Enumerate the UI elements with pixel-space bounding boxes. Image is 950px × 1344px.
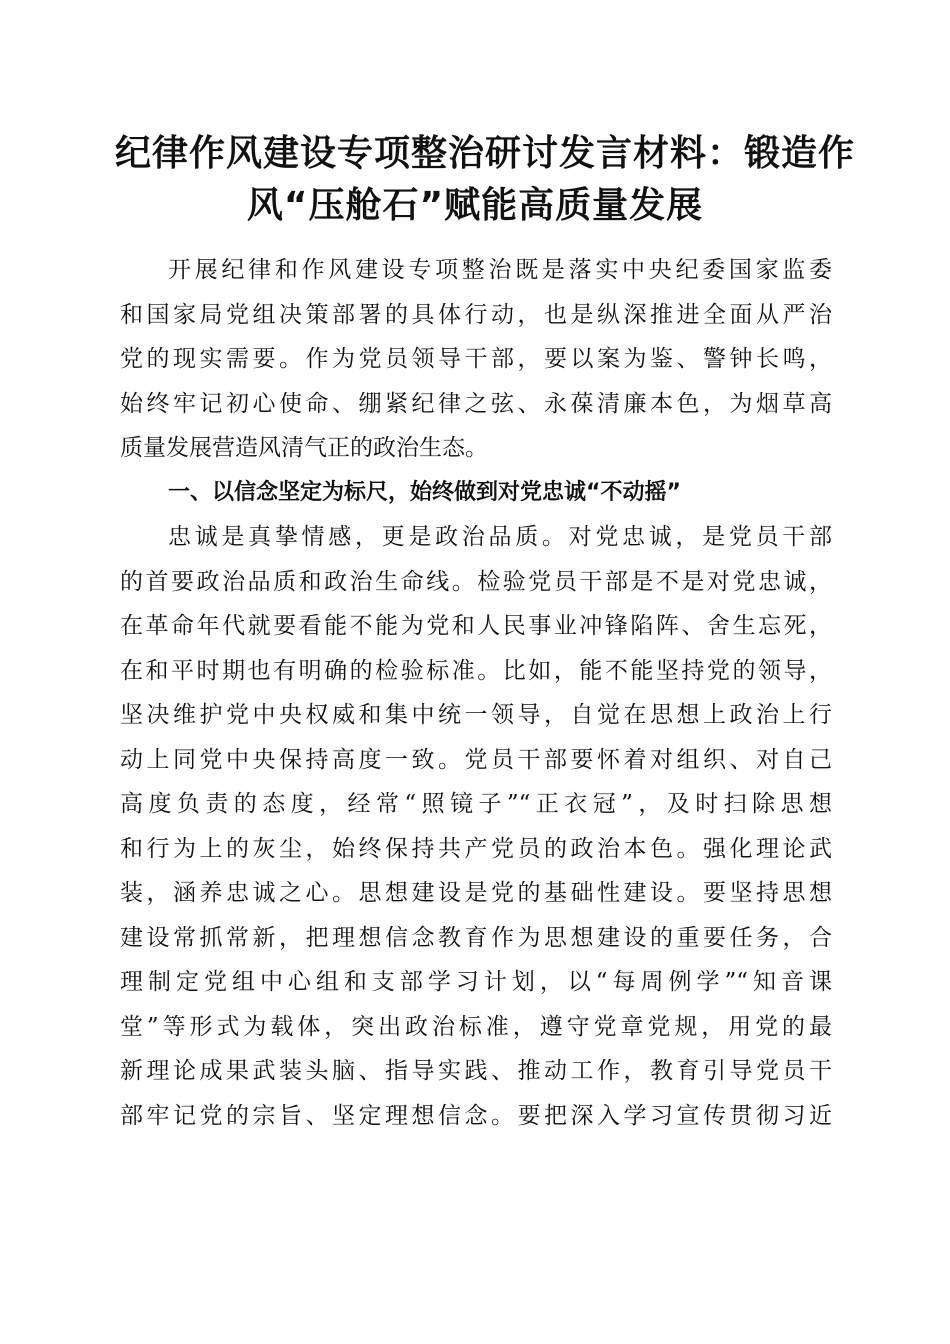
title-line-1: 纪律作风建设专项整治研讨发言材料：锻造作 (115, 133, 856, 174)
intro-paragraph (120, 248, 832, 471)
paragraph-line: 新理论成果武装头脑、指导实践、推动工作，教育引导党员干 (120, 1058, 832, 1084)
title-line-2: 风“压舱石”赋能高质量发展 (246, 185, 704, 226)
paragraph-line: 堂”等形式为载体，突出政治标准，遵守党章党规，用党的最 (120, 1013, 832, 1040)
paragraph-line: 部牢记党的宗旨、坚定理想信念。要把深入学习宣传贯彻习近 (120, 1102, 832, 1129)
paragraph-line: 坚决维护党中央权威和集中统一领导，自觉在思想上政治上行 (120, 702, 832, 728)
section-1-paragraph (120, 515, 832, 1138)
paragraph-line: 在和平时期也有明确的检验标准。比如，能不能坚持党的领导， (120, 657, 832, 684)
paragraph-line: 忠诚是真挚情感，更是政治品质。对党忠诚，是党员干部 (168, 524, 832, 550)
paragraph-line: 高度负责的态度，经常“照镜子”“正衣冠”，及时扫除思想 (120, 791, 832, 817)
document-title (115, 128, 856, 232)
paragraph-line: 和行为上的灰尘，始终保持共产党员的政治本色。强化理论武 (120, 835, 832, 862)
paragraph-line: 理制定党组中心组和支部学习计划，以“每周例学”“知音课 (120, 969, 832, 995)
paragraph-line: 和国家局党组决策部署的具体行动，也是纵深推进全面从严治 (120, 301, 832, 328)
paragraph-line: 建设常抓常新，把理想信念教育作为思想建设的重要任务，合 (120, 924, 832, 951)
section-heading-1: 一、以信念坚定为标尺，始终做到对党忠诚“不动摇” (168, 479, 681, 505)
paragraph-line: 的首要政治品质和政治生命线。检验党员干部是不是对党忠诚， (120, 568, 832, 595)
document-body (120, 248, 832, 1138)
paragraph-line: 开展纪律和作风建设专项整治既是落实中央纪委国家监委 (168, 257, 832, 283)
paragraph-line: 质量发展营造风清气正的政治生态。 (120, 435, 488, 461)
paragraph-line: 装，涵养忠诚之心。思想建设是党的基础性建设。要坚持思想 (120, 880, 832, 906)
paragraph-line: 动上同党中央保持高度一致。党员干部要怀着对组织、对自己 (120, 746, 832, 773)
paragraph-line: 党的现实需要。作为党员领导干部，要以案为鉴、警钟长鸣， (120, 346, 832, 372)
paragraph-line: 在革命年代就要看能不能为党和人民事业冲锋陷阵、舍生忘死， (120, 613, 832, 639)
paragraph-line: 始终牢记初心使命、绷紧纪律之弦、永葆清廉本色，为烟草高 (120, 390, 832, 417)
